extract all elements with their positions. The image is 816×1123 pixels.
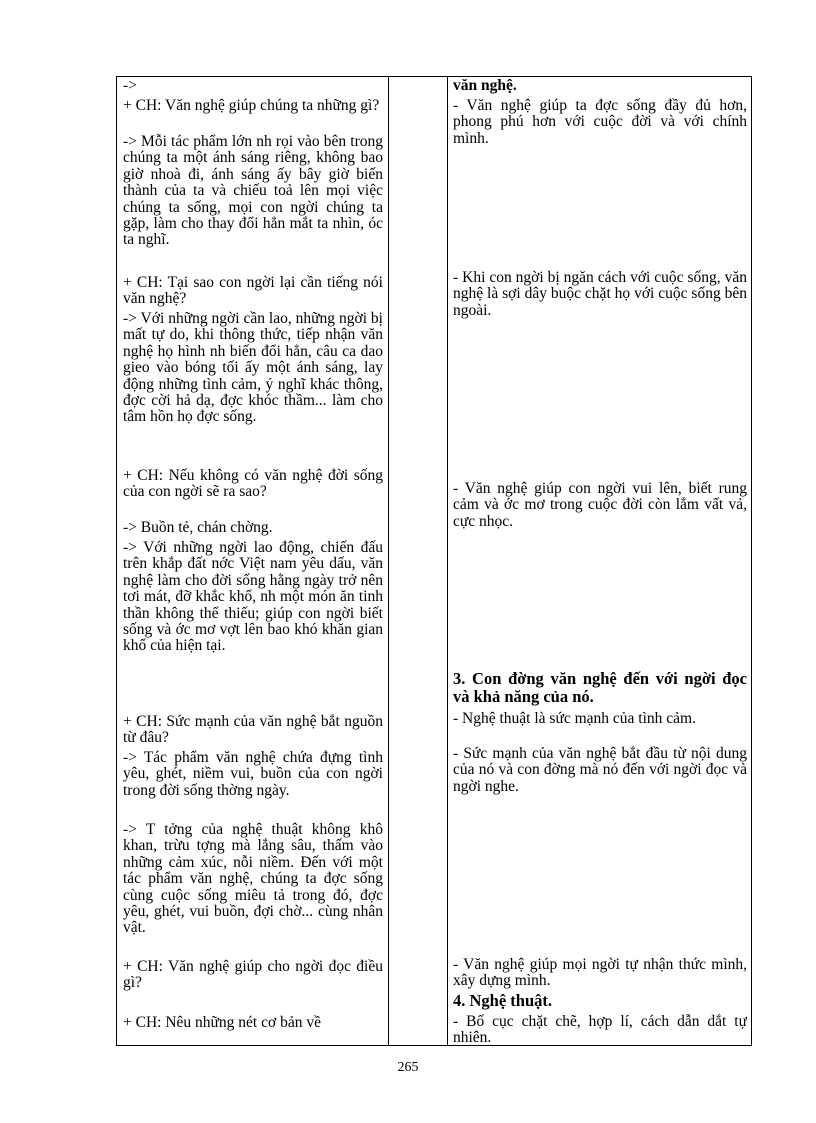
left-paragraph: -> Với những ngời lao động, chiến đấu trên khắp đất nớc Việt nam yêu dấu, văn nghệ làm cho đời sống hằng ngày trở nên tơi mát, đỡ khắc khổ, nh một món ăn tinh thần không thể thiếu; giúp con ngời biết sống và ớc mơ vợt lên bao khó khăn gian khổ của hiện tại.: [123, 539, 383, 655]
left-paragraph: + CH: Nêu những nét cơ bản về: [123, 1014, 321, 1031]
left-paragraph: -> T tởng của nghệ thuật không khô khan, trừu tợng mà lắng sâu, thấm vào những cảm xúc, nỗi niềm. Đến với một tác phẩm văn nghệ, chúng ta đợc sống cùng cuộc sống miêu tả trong đó, đợc yêu, ghét, vui buồn, đợi chờ... cùng nhân vật.: [123, 821, 383, 937]
page-number: 265: [397, 1060, 419, 1075]
right-paragraph: - Sức mạnh của văn nghệ bắt đầu từ nội dung của nó và con đờng mà nó đến với ngời đọc và ngời nghe.: [453, 745, 747, 795]
lesson-table: [116, 76, 752, 1046]
left-paragraph: + CH: Nếu không có văn nghệ đời sống của con ngời sẽ ra sao?: [123, 467, 383, 501]
right-paragraph: - Văn nghệ giúp ta đợc sống đầy đủ hơn, phong phú hơn với cuộc đời và với chính mình.: [453, 97, 747, 147]
left-paragraph: -> Tác phẩm văn nghệ chứa đựng tình yêu, ghét, niềm vui, buồn của con ngời trong đời sống thờng ngày.: [123, 749, 383, 799]
right-paragraph: - Văn nghệ giúp mọi ngời tự nhận thức mình, xây dựng mình.: [453, 956, 747, 990]
left-paragraph: + CH: Văn nghệ giúp cho ngời đọc điều gì?: [123, 958, 383, 992]
column-divider-left: [388, 77, 389, 1045]
column-divider-right: [447, 77, 448, 1045]
section-heading: 4. Nghệ thuật.: [453, 991, 553, 1010]
left-paragraph: -> Với những ngời cần lao, những ngời bị mất tự do, khi thông thức, tiếp nhận văn nghệ họ hình nh biến đổi hẳn, câu ca dao gieo vào bóng tối ấy một ánh sáng, lay động những tình cảm, ý nghĩ khác thông, đợc cời hả dạ, đợc khóc thầm... làm cho tâm hồn họ đợc sống.: [123, 310, 383, 426]
right-column-content: [453, 77, 747, 1045]
right-paragraph: - Nghệ thuật là sức mạnh của tình cảm.: [453, 710, 696, 727]
left-paragraph: -> Buồn tẻ, chán chờng.: [123, 519, 273, 536]
left-paragraph: -> Mỗi tác phẩm lớn nh rọi vào bên trong chúng ta một ánh sáng riêng, không bao giờ nhoà đi, ánh sáng ấy bây giờ biến thành của ta và chiếu toả lên mọi việc chúng ta sống, mọi con ngời chúng ta gặp, làm cho thay đổi hẳn mắt ta nhìn, óc ta nghĩ.: [123, 133, 383, 249]
right-paragraph: - Khi con ngời bị ngăn cách với cuộc sống, văn nghệ là sợi dây buộc chặt họ với cuộc sống bên ngoài.: [453, 269, 747, 319]
left-paragraph: + CH: Văn nghệ giúp chúng ta những gì?: [123, 97, 380, 114]
left-column-questions: [123, 77, 383, 1045]
left-paragraph: + CH: Sức mạnh của văn nghệ bắt nguồn từ đâu?: [123, 713, 383, 747]
right-paragraph: - Văn nghệ giúp con ngời vui lên, biết rung cảm và ớc mơ trong cuộc đời còn lắm vất vả, cực nhọc.: [453, 480, 747, 530]
left-paragraph: + CH: Tại sao con ngời lại cần tiếng nói văn nghệ?: [123, 274, 383, 308]
section-heading: 3. Con đờng văn nghệ đến với ngời đọc và khả năng của nó.: [453, 669, 747, 706]
right-heading: văn nghệ.: [453, 77, 517, 94]
right-paragraph: - Bố cục chặt chẽ, hợp lí, cách dẫn dắt tự nhiên.: [453, 1013, 747, 1045]
left-paragraph: ->: [123, 77, 137, 94]
